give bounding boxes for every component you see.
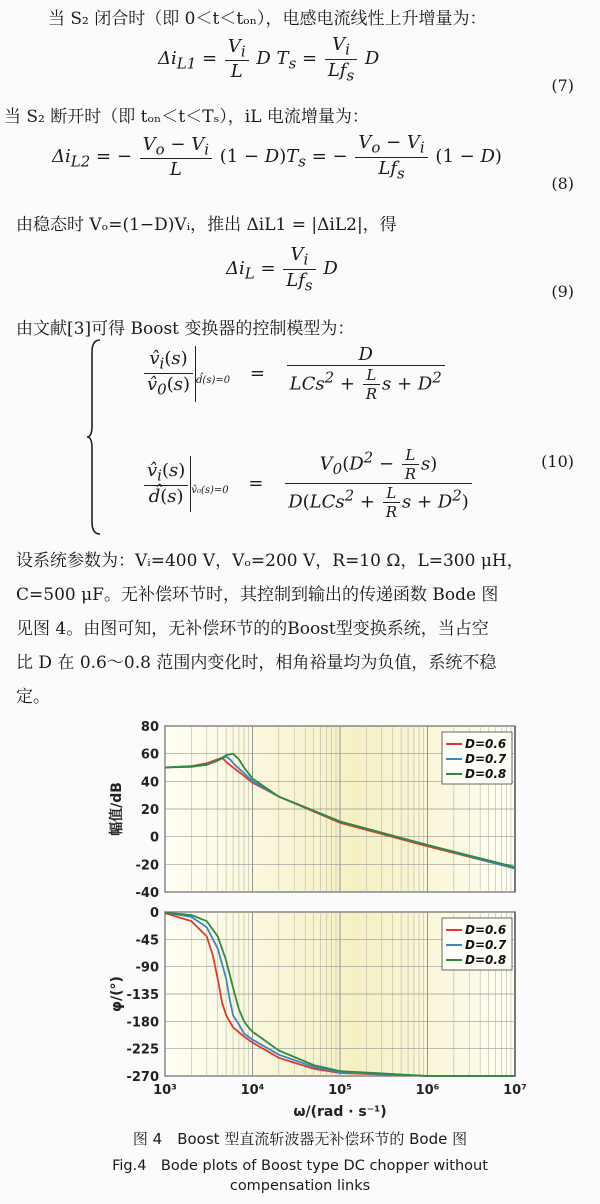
equation-8: $\Delta i_{L2}$ = − $\frac{V_o - V_i}{L}$ $(1 - D)T_s$ = − $\frac{V_o - V_i}{Lf_s}$ (1 − D) [52, 132, 502, 183]
phase-ytick-label: -135 [126, 988, 159, 1003]
para-line-4: 比 D 在 0.6～0.8 范围内变化时，相角裕量均为负值，系统不稳 [16, 653, 497, 673]
phase-legend-label: D=0.8 [465, 953, 507, 967]
figure-caption-en-1: Fig.4 Bode plots of Boost type DC chopper without [112, 1158, 488, 1174]
magnitude-ytick-label: 0 [149, 830, 159, 846]
magnitude-ytick-label: 80 [140, 720, 159, 735]
para-line-2: C=500 μF。无补偿环节时，其控制到输出的传递函数 Bode 图 [16, 585, 499, 605]
phase-ytick-label: -180 [126, 1015, 159, 1031]
phase-xtick-label: 10⁵ [328, 1083, 352, 1098]
bode-figure [0, 712, 600, 1132]
equation-number-10: (10) [541, 452, 574, 471]
text-line-1: 当 S₂ 闭合时（即 0＜t＜tₒₙ），电感电流线性上升增量为： [48, 9, 487, 29]
text-line-2: 当 S₂ 断开时（即 tₒₙ＜t＜Tₛ），iL 电流增量为： [4, 107, 369, 127]
text-line-4: 由文献[3]可得 Boost 变换器的控制模型为： [16, 319, 355, 339]
phase-xtick-label: 10⁶ [415, 1083, 440, 1098]
magnitude-ytick-label: 40 [140, 775, 159, 791]
equation-9: $\Delta i_L$ = $\frac{V_i}{Lf_s}$ D [226, 244, 338, 295]
magnitude-ytick-label: 60 [140, 747, 159, 763]
phase-ytick-label: 0 [149, 906, 159, 921]
figure-caption-en-2: compensation links [229, 1178, 371, 1194]
magnitude-legend-label: D=0.7 [465, 752, 507, 766]
phase-ytick-label: -45 [135, 933, 159, 949]
phase-ytick-label: -270 [126, 1070, 159, 1085]
equation-10b: $\frac{v̂_i(s)}{d̂(s)}$ $_{v̂_0(s)=0}$ = $V_0(D^2$ − $\frac{L}{R}$ s) D(LCs$^2$ + $\frac{L}{R}$ $s + D^2$) [142, 446, 474, 521]
equation-7: $\Delta i_{L1}$ = $\frac{V_i}{L}$ D $T_s$ = $\frac{V_i}{Lf_s}$ D [158, 34, 380, 85]
magnitude-legend-label: D=0.6 [465, 737, 507, 751]
equation-number-9: (9) [551, 282, 574, 301]
phase-xtick-label: 10³ [153, 1083, 177, 1098]
para-line-1: 设系统参数为：Vᵢ=400 V，Vₒ=200 V，R=10 Ω，L=300 μH， [16, 551, 524, 571]
magnitude-ytick-label: -20 [135, 858, 159, 874]
phase-ytick-label: -225 [126, 1042, 159, 1058]
phase-plot [109, 906, 527, 1120]
para-line-3: 见图 4。由图可知，无补偿环节的的Boost型变换系统，当占空 [16, 619, 489, 639]
phase-legend-label: D=0.7 [465, 938, 507, 952]
magnitude-legend-label: D=0.8 [465, 767, 507, 781]
magnitude-ytick-label: 20 [140, 803, 159, 818]
figure-caption-cn: 图 4 Boost 型直流斩波器无补偿环节的 Bode 图 [132, 1130, 468, 1148]
phase-xlabel: ω/(rad · s⁻¹) [293, 1104, 387, 1120]
text-line-3: 由稳态时 Vₒ=(1−D)Vᵢ，推出 ΔiL1 = |ΔiL2|，得 [16, 215, 397, 235]
equation-10a: $\frac{v̂_i(s)}{v̂_0(s)}$ $_{d̂(s)=0}$ = D LCs$^2$ + $\frac{L}{R}$ $s + D^2$ [142, 344, 447, 403]
phase-ytick-label: -90 [135, 960, 159, 976]
phase-ylabel: φ/(°) [109, 976, 125, 1012]
equation-number-7: (7) [551, 76, 574, 95]
magnitude-ylabel: 幅值/dB [109, 782, 125, 836]
phase-xtick-label: 10⁷ [503, 1083, 527, 1098]
phase-legend-label: D=0.6 [465, 923, 507, 937]
magnitude-plot [108, 720, 515, 901]
equation-number-8: (8) [551, 174, 574, 193]
phase-xtick-label: 10⁴ [240, 1083, 265, 1098]
para-line-5: 定。 [16, 687, 50, 707]
magnitude-ytick-label: -40 [135, 886, 159, 901]
left-brace [86, 338, 102, 536]
